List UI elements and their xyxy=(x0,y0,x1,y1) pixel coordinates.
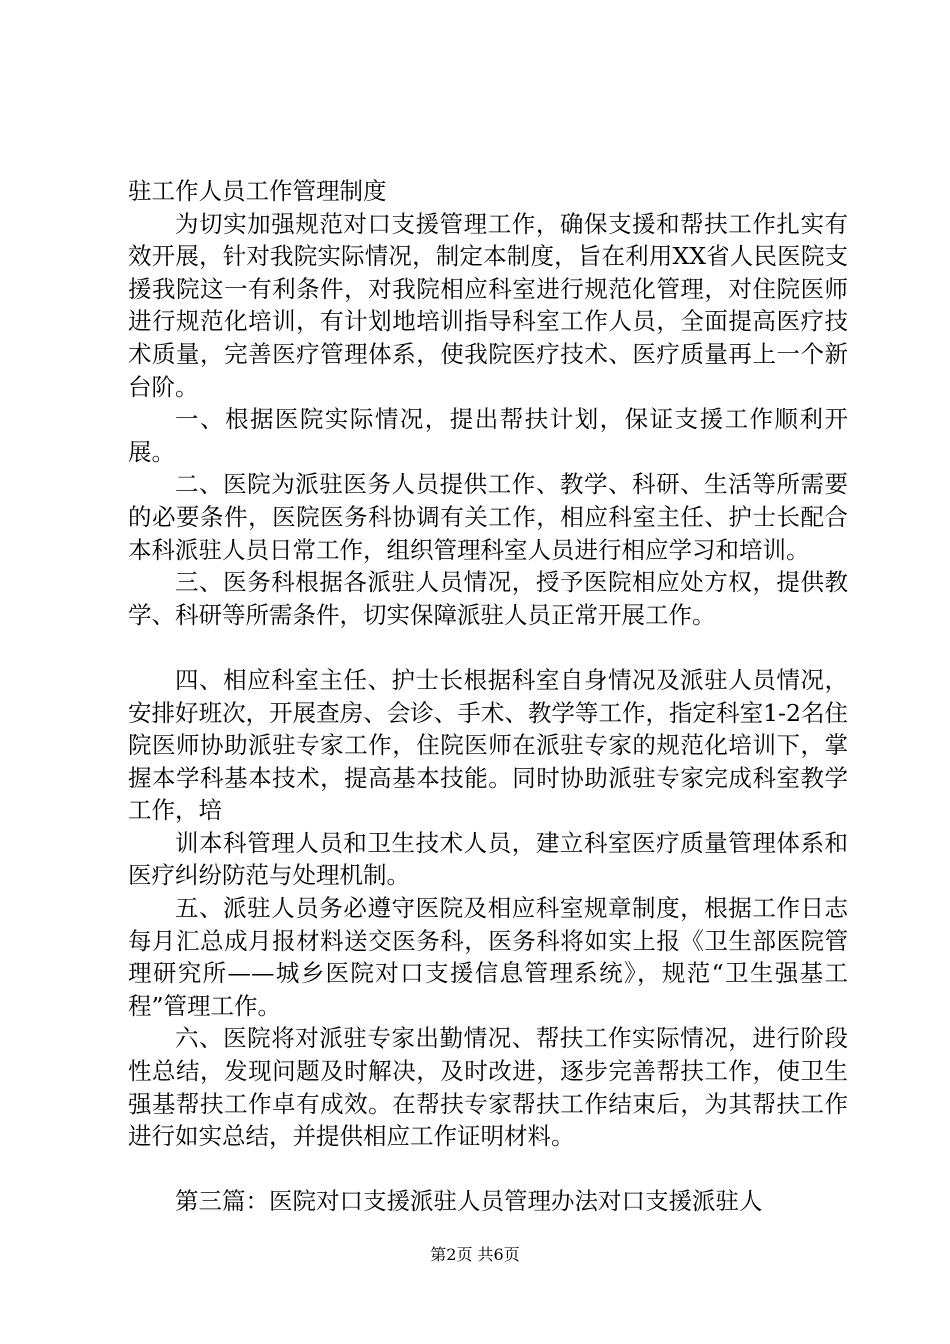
document-body xyxy=(128,175,848,1218)
paragraph-title-fragment: 驻工作人员工作管理制度 xyxy=(128,177,387,205)
paragraph-gap xyxy=(128,1153,848,1186)
paragraph-item-5: 五、派驻人员务必遵守医院及相应科室规章制度，根据工作日志每月汇总成月报材料送交医务科，医务科将如实上报《卫生部医院管理研究所——城乡医院对口支援信息管理系统》，规范“卫生强基工程”管理工作。 xyxy=(128,894,848,1020)
paragraph-item-6: 六、医院将对派驻专家出勤情况、帮扶工作实际情况，进行阶段性总结，发现问题及时解决，及时改进，逐步完善帮扶工作，使卫生强基帮扶工作卓有成效。在帮扶专家帮扶工作结束后，为其帮扶工作进行如实总结，并提供相应工作证明材料。 xyxy=(128,1024,848,1151)
paragraph-item-4-continued: 训本科管理人员和卫生技术人员，建立科室医疗质量管理体系和医疗纠纷防范与处理机制。 xyxy=(128,828,848,890)
paragraph-item-3: 三、医务科根据各派驻人员情况，授予医院相应处方权，提供教学、科研等所需条件，切实保障派驻人员正常开展工作。 xyxy=(128,568,848,629)
paragraph-item-4: 四、相应科室主任、护士长根据科室自身情况及派驻人员情况，安排好班次，开展查房、会诊、手术、教学等工作，指定科室1-2名住院医师协助派驻专家工作，住院医师在派驻专家的规范化培训下，掌握本学科基本技术，提高基本技能。同时协助派驻专家完成科室教学工作，培 xyxy=(128,665,848,825)
paragraph-item-1: 一、根据医院实际情况，提出帮扶计划，保证支援工作顺利开展。 xyxy=(128,405,848,466)
paragraph-section-heading: 第三篇：医院对口支援派驻人员管理办法对口支援派驻人 xyxy=(175,1187,763,1216)
page-number-footer: 第2页 共6页 xyxy=(430,1245,520,1264)
paragraph-item-2: 二、医院为派驻医务人员提供工作、教学、科研、生活等所需要的必要条件，医院医务科协调有关工作，相应科室主任、护士长配合本科派驻人员日常工作，组织管理科室人员进行相应学习和培训。 xyxy=(128,470,848,564)
paragraph-intro: 为切实加强规范对口支援管理工作，确保支援和帮扶工作扎实有效开展，针对我院实际情况，制定本制度，旨在利用XX省人民医院支援我院这一有利条件，对我院相应科室进行规范化管理，对住院医师进行规范化培训，有计划地培训指导科室工作人员，全面提高医疗技术质量，完善医疗管理体系，使我院医疗技术、医疗质量再上一个新台阶。 xyxy=(128,209,848,401)
paragraph-gap xyxy=(128,631,848,664)
